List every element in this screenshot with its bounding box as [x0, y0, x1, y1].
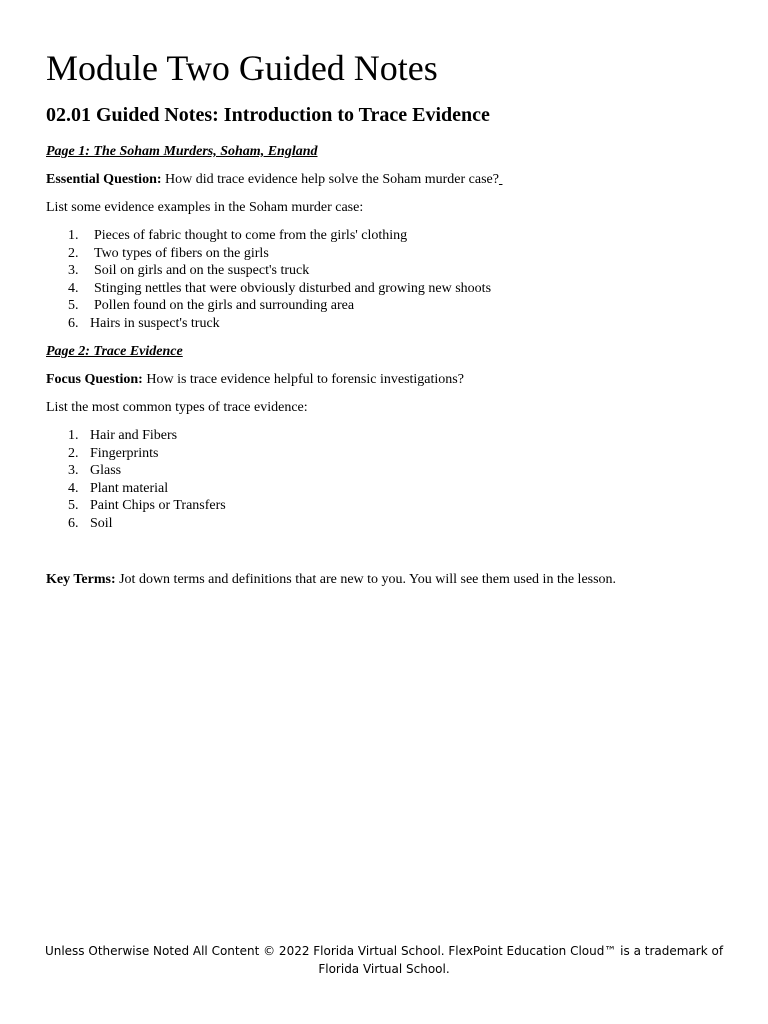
- essential-question-label: Essential Question:: [46, 172, 162, 187]
- list-item-number: 1.: [68, 228, 79, 243]
- list-item-text: Glass: [90, 463, 122, 479]
- list-item-number: 2.: [68, 445, 79, 461]
- list-item-text: Stinging nettles that were obviously disturbed and growing new shoots: [94, 280, 492, 296]
- list-item-text: Two types of fibers on the girls: [94, 245, 269, 261]
- section-heading-page-1: Page 1: The Soham Murders, Soham, England: [46, 144, 318, 159]
- document-title: Module Two Guided Notes: [46, 48, 438, 88]
- focus-question: [46, 371, 464, 389]
- key-terms: [46, 571, 616, 589]
- trace-types-intro: List the most common types of trace evidence:: [46, 400, 308, 415]
- list-item-number: 2.: [68, 245, 79, 261]
- focus-question-label: Focus Question:: [46, 372, 143, 387]
- focus-question-text: How is trace evidence helpful to forensic investigations?: [146, 372, 464, 387]
- list-item-number: 4.: [68, 280, 79, 296]
- list-item-text: Hairs in suspect's truck: [90, 315, 220, 331]
- list-item-text: Plant material: [90, 480, 169, 496]
- document-subtitle: 02.01 Guided Notes: Introduction to Trace Evidence: [46, 104, 490, 126]
- list-item-text: Pollen found on the girls and surrounding area: [94, 298, 355, 314]
- list-item-number: 5.: [68, 298, 79, 314]
- list-item-number: 1.: [68, 428, 79, 443]
- list-item-number: 6.: [68, 315, 79, 331]
- essential-question-text: How did trace evidence help solve the Soham murder case?: [165, 172, 499, 187]
- list-item-number: 6.: [68, 515, 79, 531]
- list-item-number: 4.: [68, 480, 79, 496]
- list-item-number: 3.: [68, 463, 79, 479]
- answer-blank: [499, 172, 503, 187]
- list-item-text: Soil: [90, 515, 113, 531]
- evidence-list-intro: List some evidence examples in the Soham murder case:: [46, 200, 364, 215]
- list-item-text: Pieces of fabric thought to come from the girls' clothing: [94, 228, 408, 243]
- list-item-number: 3.: [68, 263, 79, 279]
- key-terms-label: Key Terms:: [46, 572, 116, 587]
- list-item-text: Paint Chips or Transfers: [90, 498, 226, 514]
- list-item-text: Fingerprints: [90, 445, 159, 461]
- copyright-footer: Unless Otherwise Noted All Content © 2022 Florida Virtual School. FlexPoint Education Cloud™ is a trademark of Florida Virtual School.: [44, 944, 724, 976]
- essential-question: [46, 171, 502, 189]
- section-heading-page-2: Page 2: Trace Evidence: [46, 344, 183, 359]
- list-item-number: 5.: [68, 498, 79, 514]
- list-item-text: Soil on girls and on the suspect's truck: [94, 263, 310, 279]
- list-item-text: Hair and Fibers: [90, 428, 178, 443]
- key-terms-text: Jot down terms and definitions that are new to you. You will see them used in the lesson.: [119, 572, 617, 587]
